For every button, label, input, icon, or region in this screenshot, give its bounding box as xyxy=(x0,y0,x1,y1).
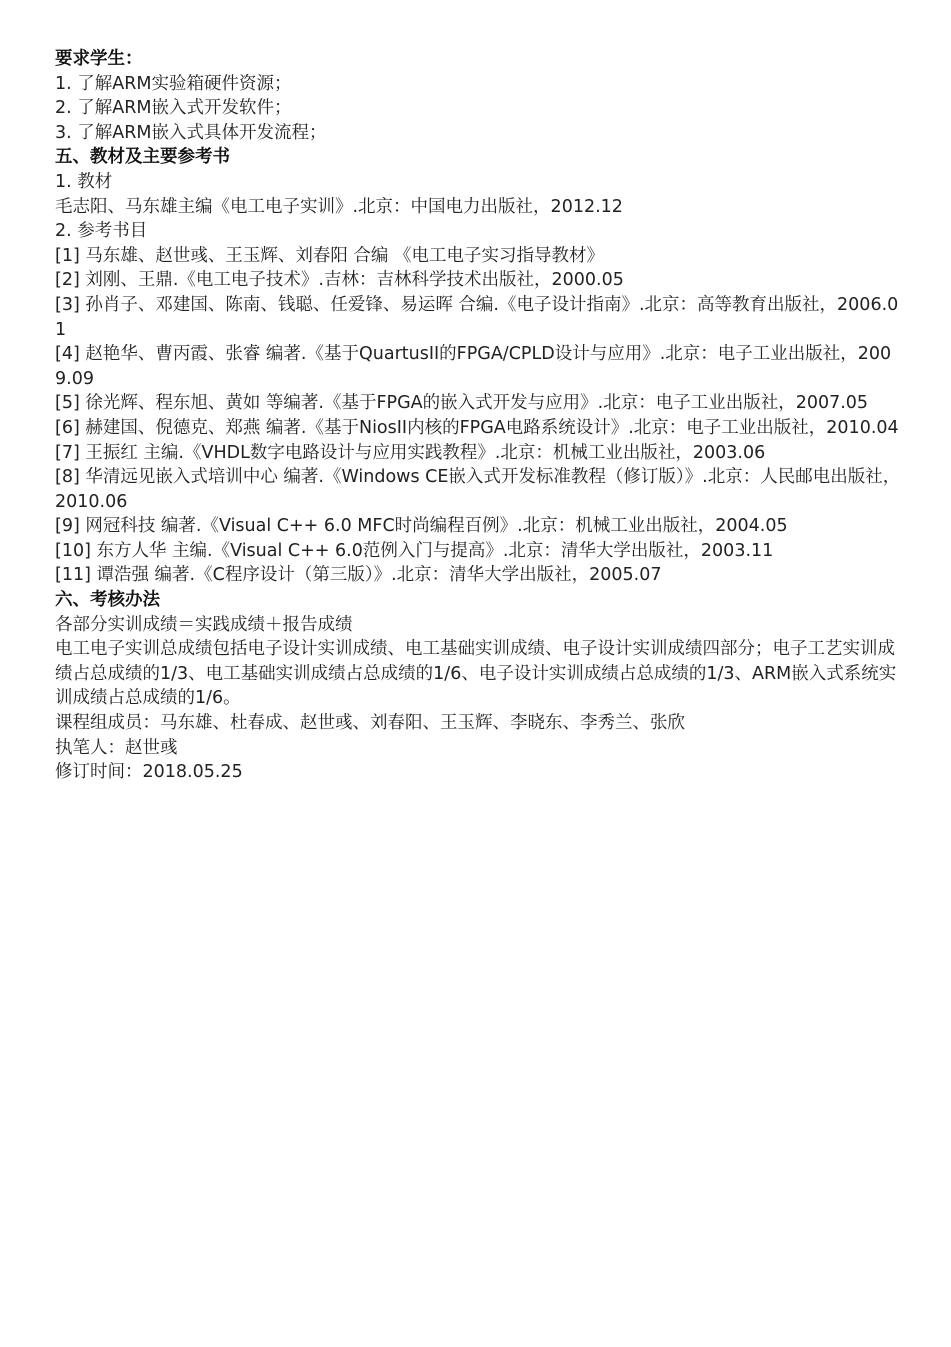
reference-item: [1] 马东雄、赵世彧、王玉辉、刘春阳 合编 《电工电子实习指导教材》 xyxy=(55,245,604,266)
requirements-heading: 要求学生： xyxy=(55,49,143,69)
revision-date: 修订时间：2018.05.25 xyxy=(55,762,243,783)
reference-item: [2] 刘刚、王鼎.《电工电子技术》.吉林：吉林科学技术出版社，2000.05 xyxy=(55,270,624,291)
textbook-entry: 毛志阳、马东雄主编《电工电子实训》.北京：中国电力出版社，2012.12 xyxy=(55,196,623,217)
reference-item: [10] 东方人华 主编.《Visual C++ 6.0范例入门与提高》.北京：清华大学出版社，2003.11 xyxy=(55,540,774,561)
textbook-label: 1. 教材 xyxy=(55,171,113,192)
reference-item: [8] 华清远见嵌入式培训中心 编著.《Windows CE嵌入式开发标准教程（修订版）》.北京：人民邮电出版社，2010.06 xyxy=(55,467,901,512)
references-label: 2. 参考书目 xyxy=(55,221,148,242)
assessment-formula: 各部分实训成绩＝实践成绩＋报告成绩 xyxy=(55,614,353,635)
reference-item: [11] 谭浩强 编著.《C程序设计（第三版）》.北京：清华大学出版社，2005.07 xyxy=(55,565,662,586)
requirement-item: 2. 了解ARM嵌入式开发软件； xyxy=(55,98,292,119)
author: 执笔人：赵世彧 xyxy=(55,737,178,758)
textbooks-heading: 五、教材及主要参考书 xyxy=(55,147,230,168)
reference-item: [3] 孙肖子、邓建国、陈南、钱聪、任爱锋、易运晖 合编.《电子设计指南》.北京：高等教育出版社，2006.01 xyxy=(55,294,899,340)
reference-item: [4] 赵艳华、曹丙霞、张睿 编著.《基于QuartusII的FPGA/CPLD设计与应用》.北京：电子工业出版社，2009.09 xyxy=(55,344,892,389)
requirement-item: 1. 了解ARM实验箱硬件资源； xyxy=(55,73,292,94)
document-page xyxy=(55,47,905,785)
reference-list xyxy=(55,244,905,588)
reference-item: [7] 王振红 主编.《VHDL数字电路设计与应用实践教程》.北京：机械工业出版社，2003.06 xyxy=(55,442,766,463)
assessment-description: 电工电子实训总成绩包括电子设计实训成绩、电工基础实训成绩、电子设计实训成绩四部分；电子工艺实训成绩占总成绩的1/3、电工基础实训成绩占总成绩的1/6、电子设计实训成绩占总成绩的1/3、ARM嵌入式系统实训成绩占总成绩的1/6。 xyxy=(55,639,897,709)
requirement-item: 3. 了解ARM嵌入式具体开发流程； xyxy=(55,122,327,143)
course-members: 课程组成员：马东雄、杜春成、赵世彧、刘春阳、王玉辉、李晓东、李秀兰、张欣 xyxy=(55,713,685,734)
reference-item: [9] 网冠科技 编著.《Visual C++ 6.0 MFC时尚编程百例》.北京：机械工业出版社，2004.05 xyxy=(55,516,788,537)
assessment-heading: 六、考核办法 xyxy=(55,590,160,611)
reference-item: [6] 赫建国、倪德克、郑燕 编著.《基于NiosII内核的FPGA电路系统设计》.北京：电子工业出版社，2010.04 xyxy=(55,417,899,438)
reference-item: [5] 徐光辉、程东旭、黄如 等编著.《基于FPGA的嵌入式开发与应用》.北京：电子工业出版社，2007.05 xyxy=(55,393,869,414)
